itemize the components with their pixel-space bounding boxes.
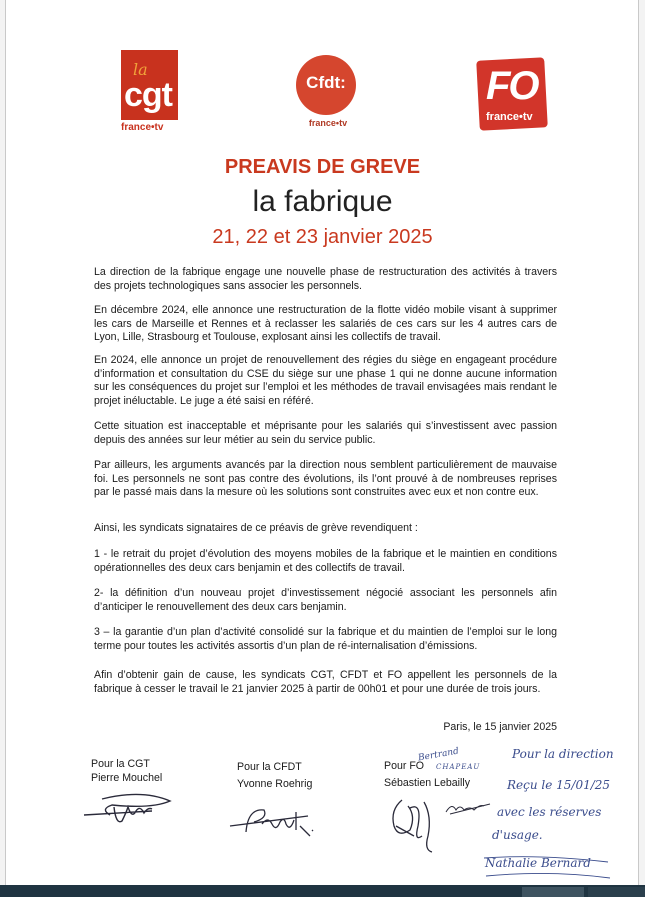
paragraph-regies: En 2024, elle annonce un projet de renouvellement des régies du siège en engageant procédure d’information et consultation du CSE du siège sur une phase 1 qui ne donne aucune information sur les conséquences du projet sur l’emploi et les méthodes de travail envisagées mais rendant le projet inéluctable. Le juge a été saisi en référé.: [94, 354, 557, 407]
signature-fo-secondary-icon: [444, 798, 494, 818]
date-line: Paris, le 15 janvier 2025: [443, 721, 557, 733]
cgt-logo-text: cgt: [124, 76, 172, 114]
handwritten-note-line-2: Reçu le 15/01/25: [507, 778, 611, 792]
signatory-cfdt: [237, 761, 312, 791]
signature-cfdt-icon: [228, 802, 323, 844]
signatory-cfdt-label: Pour la CFDT: [237, 761, 302, 773]
document-title: PREAVIS DE GREVE: [224, 156, 421, 178]
paragraph-december: En décembre 2024, elle annonce une restructuration de la flotte vidéo mobile visant à supprimer les cars de Marseille et Rennes et à reclasser les salariés de ces cars sur les 4 autres cars de Lyon, Lille, Strasbourg et Toulouse, explosant ainsi les collectifs de travail.: [94, 304, 557, 343]
handwritten-note-line-1: Pour la direction: [512, 747, 614, 761]
cgt-logo-la: la: [133, 60, 148, 79]
cgt-logo: [121, 50, 178, 133]
signature-direction-underline-icon: [480, 852, 620, 882]
signatory-cfdt-name: Yvonne Roehrig: [237, 777, 313, 790]
document-subtitle: la fabrique: [252, 185, 393, 218]
signatory-fo-label: Pour FO: [384, 760, 425, 772]
paragraph-situation: Cette situation est inacceptable et méprisante pour les salariés qui s’investissent avec passion depuis des années sur leur métier au sein du service public.: [94, 420, 557, 446]
cfdt-logo-subtext: france•tv: [308, 118, 348, 128]
fo-logo: [478, 59, 548, 129]
signatory-cgt-name: Pierre Mouchel: [91, 771, 163, 784]
strike-dates: 21, 22 et 23 janvier 2025: [212, 226, 433, 248]
cfdt-logo: [296, 55, 358, 135]
demand-item-1: 1 - le retrait du projet d’évolution des moyens mobiles de la fabrique et le maintien en conditions opérationnelles des deux cars benjamin et des collectifs de travail.: [94, 548, 557, 574]
paragraph-call-to-strike: Afin d’obtenir gain de cause, les syndicats CGT, CFDT et FO appellent les personnels de la fabrique à cesser le travail le 21 janvier 2025 à partir de 00h01 et pour une durée de trois jours.: [94, 669, 557, 695]
signatory-cgt-label: Pour la CGT: [91, 758, 150, 770]
signature-cgt-icon: [82, 785, 182, 830]
taskbar: [0, 885, 645, 897]
cfdt-logo-text: Cfdt:: [306, 73, 346, 92]
demand-item-2: 2- la définition d’un nouveau projet d’investissement négocié associant les personnels afin d’anticiper le renouvellement des deux cars benjamin.: [94, 587, 557, 613]
taskbar-button[interactable]: [522, 887, 584, 897]
paragraph-arguments: Par ailleurs, les arguments avancés par la direction nous semblent particulièrement de mauvaise foi. Les personnels ne sont pas contre des évolutions, ils l’ont prouvé à de nombreuses reprises par le passé mais dans la mesure où les solutions sont construites avec eux et non contre eux.: [94, 459, 557, 498]
fo-logo-text: FO: [486, 64, 538, 108]
paragraph-intro: La direction de la fabrique engage une nouvelle phase de restructuration des activités à travers des projets technologiques sans associer les personnels.: [94, 266, 557, 292]
handwritten-bertrand: Bertrand: [417, 746, 460, 764]
cgt-logo-subtext: france•tv: [121, 122, 164, 133]
fo-logo-subtext: france•tv: [486, 111, 533, 123]
handwritten-chapeau: CHAPEAU: [436, 763, 481, 771]
signatory-fo-name: Sébastien Lebailly: [384, 776, 470, 789]
paragraph-demands-intro: Ainsi, les syndicats signataires de ce préavis de grève revendiquent :: [94, 522, 418, 534]
demand-item-3: 3 – la garantie d’un plan d’activité consolidé sur la fabrique et du maintien de l’emploi sur le long terme pour toutes les activités assortis d’un plan de ré-internalisation d’émissions.: [94, 626, 557, 652]
signature-fo-icon: [388, 796, 448, 854]
signatory-cgt: [91, 758, 162, 785]
taskbar-button[interactable]: [588, 887, 645, 897]
handwritten-note-line-3: avec les réserves: [497, 805, 602, 819]
handwritten-note-line-4: d'usage.: [492, 828, 543, 842]
handwritten-note-signature: Nathalie Bernard: [485, 856, 591, 870]
